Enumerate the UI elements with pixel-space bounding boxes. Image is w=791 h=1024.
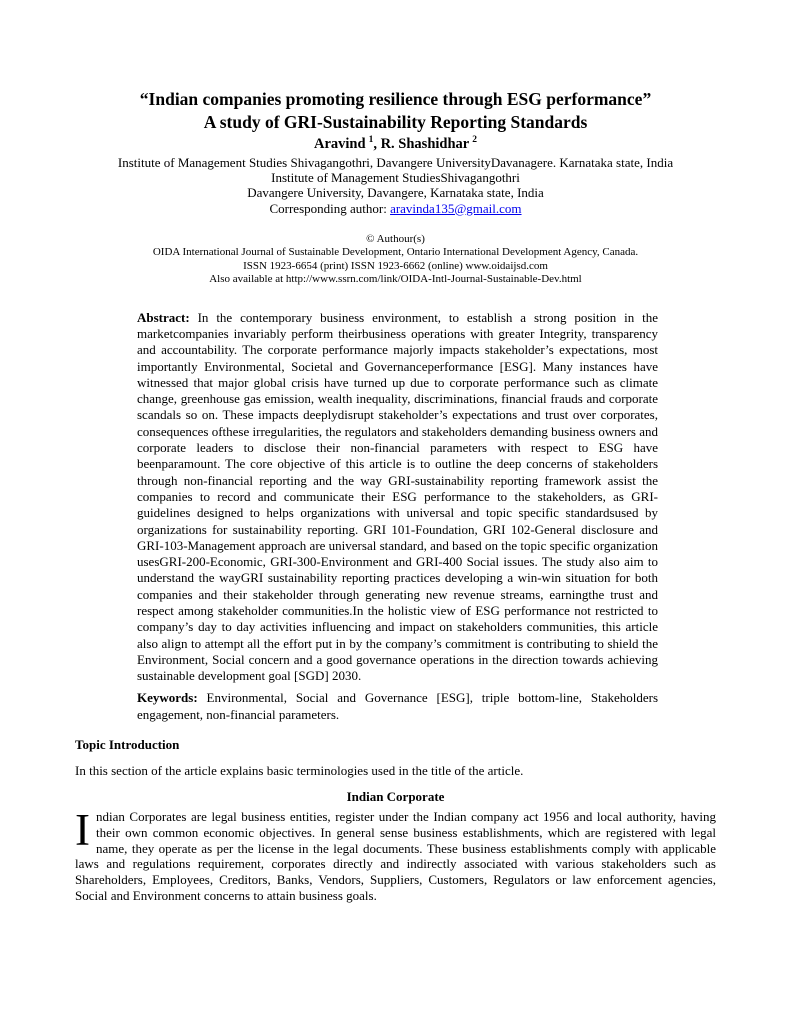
- abstract-section: [137, 310, 658, 685]
- author-1-name: Aravind: [314, 135, 366, 152]
- authors-separator: ,: [373, 135, 381, 152]
- authors-line: [0, 135, 791, 153]
- indian-corporate-heading: Indian Corporate: [346, 789, 445, 805]
- issn-line: ISSN 1923-6654 (print) ISSN 1923-6662 (online) www.oidaijsd.com: [243, 259, 548, 272]
- author-2-name: R. Shashidhar: [380, 135, 470, 152]
- body-section: [75, 737, 716, 903]
- keywords-paragraph: [137, 690, 658, 723]
- copyright-line: © Authour(s): [366, 233, 425, 246]
- affiliation-line-2: Institute of Management StudiesShivagangothri: [271, 170, 520, 186]
- author-2-superscript: 2: [472, 135, 477, 145]
- abstract-text: In the contemporary business environment, to establish a strong position in the marketcompanies invariably perform theirbusiness operations with greater Integrity, transparency and accountability. The corporate performance majorly impacts stakeholder’s expectations, most importantly Environmental, Societal and Governanceperformance [ESG]. Many instances have witnessed that major global crisis have turned up due to corporate performance such as climate change, greenhouse gas emission, wealth inequality, discriminations, financial frauds and corporate scandals so on. These impacts deeplydisrupt stakeholder’s expectations and trust over corporates, consequences ofthese irregularities, the regulators and stakeholders demanding business owners and corporate leaders to disclose their non-financial parameters with respect to ESG have beenparamount. The core objective of this article is to outline the deep concerns of stakeholders through non-financial reporting and the way GRI-sustainability reporting framework assist the companies to record and communicate their ESG performance to the stakeholders, as GRI-guidelines designed to helps organizations with universal and topic specific standardsused by organizations for sustainability reporting. GRI 101-Foundation, GRI 102-General disclosure and GRI-103-Management approach are universal standard, and based on the topic specific organization usesGRI-200-Economic, GRI-300-Environment and GRI-400 Social issues. The study also aim to understand the wayGRI sustainability reporting practices developing a win-win situation for both companies and their stakeholder through generating new revenue streams, earningthe trust and respect among stakeholder communities.In the holistic view of ESG performance not restricted to company’s day to day activities influencing and impact on stakeholders communities, this article also align to attempt all the effort put in by the company’s commitment is contributing to shield the Environment, Social concern and a good governance operations in the direction towards achieving sustainable development goal [SGD] 2030.: [137, 309, 659, 684]
- indian-corporate-paragraph: [75, 805, 716, 903]
- indian-corporate-text: ndian Corporates are legal business entities, register under the Indian company act 1956 and local authority, having their own common economic objectives. In general sense business establishments, which are registered with legal name, they operate as per the license in the legal documents. These business establishments comply with applicable laws and regulations requirement, corporates directly and indirectly associated with various stakeholders such as Shareholders, Employees, Creditors, Banks, Vendors, Suppliers, Customers, Regulators or law enforcement agencies, Social and Environment concerns to attain business goals.: [75, 809, 716, 903]
- corresponding-author-email-link[interactable]: aravinda135@gmail.com: [390, 200, 522, 216]
- paper-header: [0, 88, 791, 287]
- affiliation-line-3: Davangere University, Davangere, Karnataka state, India: [247, 185, 544, 201]
- corresponding-author-label: Corresponding author:: [269, 200, 391, 216]
- keywords-label: Keywords:: [137, 690, 198, 706]
- corresponding-author-line: [0, 201, 791, 216]
- topic-introduction-heading: Topic Introduction: [75, 737, 180, 753]
- paper-title-line1: “Indian companies promoting resilience through ESG performance”: [139, 89, 652, 109]
- affiliation-line-1: Institute of Management Studies Shivagangothri, Davangere UniversityDavanagere. Karnataka state, India: [117, 154, 674, 170]
- dropcap-letter: I: [75, 805, 90, 856]
- availability-line: Also available at http://www.ssrn.com/link/OIDA-Intl-Journal-Sustainable-Dev.html: [209, 273, 582, 286]
- journal-name-line: OIDA International Journal of Sustainable Development, Ontario International Development Agency, Canada.: [152, 246, 639, 259]
- abstract-paragraph: [137, 310, 658, 685]
- author-1-superscript: 1: [368, 135, 374, 145]
- paper-title-line2: A study of GRI-Sustainability Reporting Standards: [203, 112, 588, 132]
- journal-imprint-block: [0, 233, 791, 287]
- keywords-text: Environmental, Social and Governance [ESG], triple bottom-line, Stakeholders engagement, non-financial parameters.: [137, 690, 658, 722]
- topic-introduction-text: In this section of the article explains basic terminologies used in the title of the article.: [75, 762, 524, 778]
- abstract-label: Abstract:: [137, 309, 190, 325]
- affiliations-block: [0, 155, 791, 216]
- keywords-section: [137, 690, 658, 723]
